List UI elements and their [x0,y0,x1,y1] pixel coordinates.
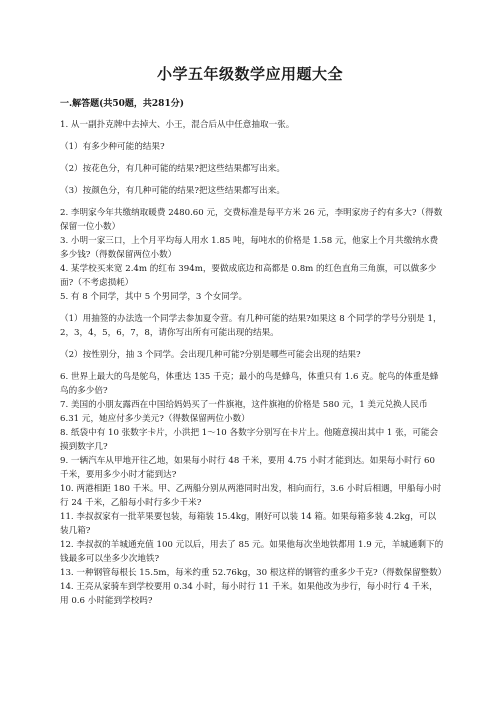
question-1-part-1: （1）有多少种可能的结果? [60,142,165,152]
question-5: 5. 有 8 个同学，其中 5 个男同学，3 个女同学。 [60,292,248,302]
question-7: 7. 美国的小朋友露西在中国给妈妈买了一件旗袍，这件旗袍的价格是 580 元，1 美元兑换人民币 6.31 元，她应付多少美元?（得数保留两位小数） [60,400,428,424]
question-1-part-3: （3）按颜色分，有几种可能的结果?把这些结果都写出来。 [60,186,285,196]
question-9: 9. 一辆汽车从甲地开往乙地，如果每小时行 48 千米，要用 4.75 小时才能到达。如果每小时行 60 千米，要用多少小时才能到达? [60,456,435,480]
section-heading: 一.解答题(共50题，共281分) [60,99,184,109]
question-2: 2. 李明家今年共缴纳取暖费 2480.60 元，交费标准是每平方米 26 元，李明家房子约有多大?（得数保留一位小数） [60,208,443,232]
question-13: 13. 一种钢管每根长 15.5m，每米约重 52.76kg，30 根这样的钢管约重多少千克?（得数保留整数） [60,568,447,578]
question-4: 4. 某学校买来宽 2.4m 的红布 394m，要做成底边和高都是 0.8m 的红色直角三角旗，可以做多少面?（不考虑损耗） [60,264,437,288]
page-title: 小学五年级数学应用题大全 [156,65,343,83]
question-8: 8. 纸袋中有 10 张数字卡片，小洪把 1～10 各数字分别写在卡片上。他随意摸出其中 1 张，可能会摸到数字几? [60,428,439,452]
question-12: 12. 李叔叔的羊城通充值 100 元以后，用去了 85 元。如果他每次坐地铁都用 1.9 元，羊城通剩下的钱最多可以坐多少次地铁? [60,540,444,564]
question-10: 10. 两港相距 180 千米。甲、乙两船分别从两港同时出发，相向而行，3.6 小时后相遇，甲船每小时行 24 千米，乙船每小时行多少千米? [60,484,442,508]
question-3: 3. 小明一家三口，上个月平均每人用水 1.85 吨，每吨水的价格是 1.58 元，他家上个月共缴纳水费多少钱?（得数保留两位小数） [60,236,439,260]
question-11: 11. 李叔叔家有一批苹果要包装，每箱装 15.4kg，刚好可以装 14 箱。如果每箱多装 4.2kg，可以装几箱? [60,512,437,536]
question-5-part-1: （1）用抽签的办法选一个同学去参加夏令营。有几种可能的结果?如果这 8 个同学的学号分别是 1，2，3，4，5，6，7，8，请你写出所有可能出现的结果。 [60,314,442,338]
question-14: 14. 王亮从家骑车到学校要用 0.34 小时，每小时行 11 千米。如果他改为步行，每小时行 4 千米，用 0.6 小时能到学校吗? [60,582,438,606]
question-list [60,118,447,608]
question-1: 1. 从一副扑克牌中去掉大、小王，混合后从中任意抽取一张。 [60,120,295,130]
question-1-part-2: （2）按花色分，有几种可能的结果?把这些结果都写出来。 [60,164,285,174]
question-6: 6. 世界上最大的鸟是鸵鸟，体重达 135 千克；最小的鸟是蜂鸟，体重只有 1.6 克。鸵鸟的体重是蜂鸟的多少倍? [60,372,439,396]
question-5-part-2: （2）按性别分，抽 3 个同学。会出现几种可能?分别是哪些可能会出现的结果? [60,350,361,360]
